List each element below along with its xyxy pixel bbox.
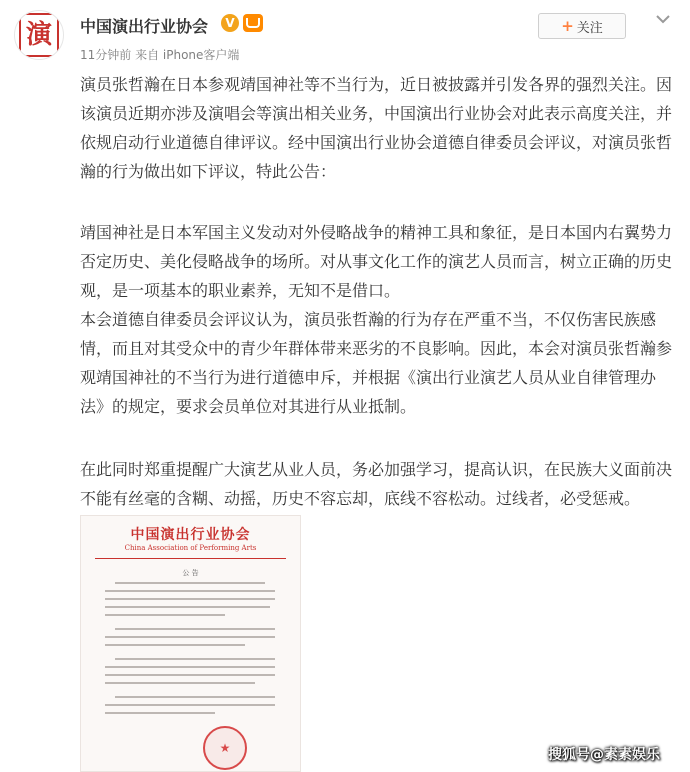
document-title: 中国演出行业协会 — [130, 527, 251, 543]
chevron-down-icon[interactable] — [654, 10, 672, 28]
document-text-line — [115, 696, 275, 698]
document-text-line — [105, 666, 275, 668]
seal-logo-icon: 演 — [19, 13, 59, 57]
watermark: 搜狐号@素素娱乐 — [548, 747, 660, 763]
account-name[interactable]: 中国演出行业协会 — [80, 17, 209, 36]
post-paragraph: 演员张哲瀚在日本参观靖国神社等不当行为，近日被披露并引发各界的强烈关注。因该演员近期亦涉及演唱会等演出相关业务，中国演出行业协会对此表示高度关注，并依规启动行业道德自律评议。经中国演出行业协会道德自律委员会评议，对演员张哲瀚的行为做出如下评议，特此公告： — [80, 75, 673, 181]
document-subtitle: China Association of Performing Arts — [124, 544, 257, 552]
document-text-line — [105, 712, 215, 714]
document-text-line — [105, 590, 275, 592]
follow-label: 关注 — [576, 20, 603, 36]
avatar[interactable] — [14, 10, 64, 60]
official-seal-icon: ★ — [203, 726, 247, 770]
document-heading: 公 告 — [182, 569, 199, 577]
follow-button[interactable] — [538, 13, 626, 39]
post-paragraph: 本会道德自律委员会评议认为，演员张哲瀚的行为存在严重不当，不仅伤害民族感情，而且对其受众中的青少年群体带来恶劣的不良影响。因此，本会对演员张哲瀚参观靖国神社的不当行为进行道德申斥，并根据《演出行业演艺人员从业自律管理办法》的规定，要求会员单位对其进行从业抵制。 — [80, 310, 673, 416]
vip-badge-icon[interactable] — [243, 14, 263, 32]
document-text-line — [115, 582, 265, 584]
document-text-line — [115, 628, 275, 630]
post-body — [80, 70, 676, 513]
post-paragraph: 在此同时郑重提醒广大演艺从业人员，务必加强学习，提高认识，在民族大义面前决不能有丝毫的含糊、动摇，历史不容忘却，底线不容松动。过线者，必受惩戒。 — [80, 460, 673, 508]
post-paragraph: 靖国神社是日本军国主义发动对外侵略战争的精神工具和象征，是日本国内右翼势力否定历史、美化侵略战争的场所。对从事文化工作的演艺人员而言，树立正确的历史观，是一项基本的职业素养，无知不是借口。 — [80, 223, 673, 300]
document-text-line — [105, 636, 275, 638]
document-text-line — [105, 614, 225, 616]
document-text-line — [105, 598, 275, 600]
document-text-line — [115, 658, 275, 660]
document-text-line — [105, 704, 275, 706]
attached-document-image[interactable] — [80, 515, 301, 772]
post-meta: 11分钟前 来自 iPhone客户端 — [80, 48, 240, 62]
plus-icon: + — [561, 17, 574, 35]
document-text-line — [105, 674, 275, 676]
document-text-line — [105, 644, 245, 646]
verified-icon: V — [221, 14, 239, 32]
document-text-line — [105, 682, 255, 684]
post-header — [0, 0, 690, 70]
document-rule — [95, 558, 286, 559]
document-text-line — [105, 606, 270, 608]
